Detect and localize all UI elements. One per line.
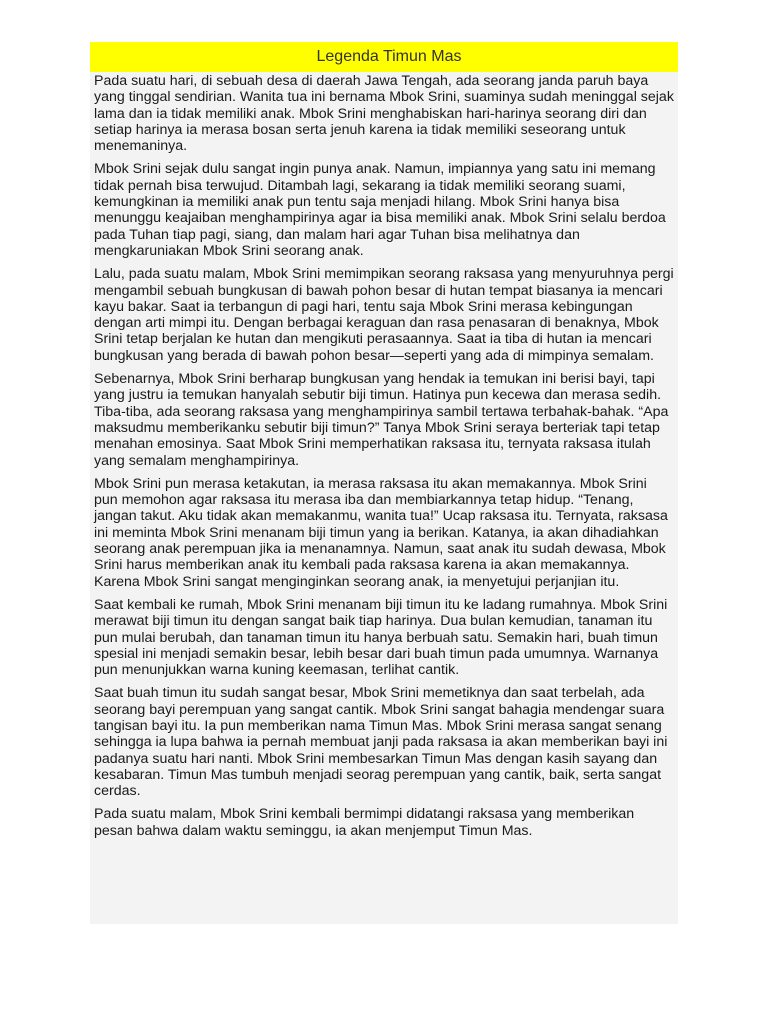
paragraph-5: Mbok Srini pun merasa ketakutan, ia merasa raksasa itu akan memakannya. Mbok Srini pun memohon agar raksasa itu merasa iba dan membiarkannya tetap hidup. “Tenang, jangan takut. Aku tidak akan memakanmu, wanita tua!” Ucap raksasa itu. Ternyata, raksasa ini meminta Mbok Srini menanam biji timun yang ia berikan. Katanya, ia akan dihadiahkan seorang anak perempuan jika ia menanamnya. Namun, saat anak itu sudah dewasa, Mbok Srini harus memberikan anak itu kembali pada raksasa karena ia akan memakannya. Karena Mbok Srini sangat menginginkan seorang anak, ia menyetujui perjanjian itu. [94, 475, 668, 590]
paragraph-2: Mbok Srini sejak dulu sangat ingin punya anak. Namun, impiannya yang satu ini memang tidak pernah bisa terwujud. Ditambah lagi, sekarang ia tidak memiliki seorang suami, kemungkinan ia memiliki anak pun tentu saja menjadi hilang. Mbok Srini hanya bisa menunggu keajaiban menghampirinya agar ia bisa memiliki anak. Mbok Srini selalu berdoa pada Tuhan tiap pagi, siang, dan malam hari agar Tuhan bisa melihatnya dan mengkaruniakan Mbok Srini seorang anak. [94, 161, 666, 259]
paragraph-7: Saat buah timun itu sudah sangat besar, Mbok Srini memetiknya dan saat terbelah, ada seorang bayi perempuan yang sangat cantik. Mbok Srini sangat bahagia mendengar suara tangisan bayi itu. Ia pun memberikan nama Timun Mas. Mbok Srini merasa sangat senang sehingga ia lupa bahwa ia pernah membuat janji pada raksasa ia akan memberikan bayi ini padanya suatu hari nanti. Mbok Srini membesarkan Timun Mas dengan kasih sayang dan kesabaran. Timun Mas tumbuh menjadi seorag perempuan yang cantik, baik, serta sangat cerdas. [94, 685, 668, 800]
paragraph-4: Sebenarnya, Mbok Srini berharap bungkusan yang hendak ia temukan ini berisi bayi, tapi yang justru ia temukan hanyalah sebutir biji timun. Hatinya pun kecewa dan merasa sedih. Tiba-tiba, ada seorang raksasa yang menghampirinya sambil tertawa terbahak-bahak. “Apa maksudmu memberikanku sebutir biji timun?” Tanya Mbok Srini seraya berteriak tapi tetap menahan emosinya. Saat Mbok Srini memperhatikan raksasa itu, ternyata raksasa itulah yang semalam menghampirinya. [94, 371, 669, 469]
paragraph-1: Pada suatu hari, di sebuah desa di daerah Jawa Tengah, ada seorang janda paruh baya yang tinggal sendirian. Wanita tua ini bernama Mbok Srini, suaminya sudah meninggal sejak lama dan ia tidak memiliki anak. Mbok Srini menghabiskan hari-harinya seorang diri dan setiap harinya ia merasa bosan serta jenuh karena ia tidak memiliki seseorang untuk menemaninya. [94, 73, 674, 155]
document-title: Legenda Timun Mas [316, 48, 462, 65]
document-page [90, 42, 678, 924]
paragraph-8: Pada suatu malam, Mbok Srini kembali bermimpi didatangi raksasa yang memberikan pesan bahwa dalam waktu seminggu, ia akan menjemput Timun Mas. [94, 806, 635, 839]
paragraph-3: Lalu, pada suatu malam, Mbok Srini memimpikan seorang raksasa yang menyuruhnya pergi mengambil sebuah bungkusan di bawah pohon besar di hutan tempat biasanya ia mencari kayu bakar. Saat ia terbangun di pagi hari, tentu saja Mbok Srini merasa kebingungan dengan arti mimpi itu. Dengan berbagai keraguan dan rasa penasaran di benaknya, Mbok Srini tetap berjalan ke hutan dan mengikuti perasaannya. Saat ia tiba di hutan ia mencari bungkusan yang berada di bawah pohon besar—seperti yang ada di mimpinya semalam. [94, 266, 674, 364]
paragraph-6: Saat kembali ke rumah, Mbok Srini menanam biji timun itu ke ladang rumahnya. Mbok Srini merawat biji timun itu dengan sangat baik tiap harinya. Dua bulan kemudian, tanaman itu pun mulai berubah, dan tanaman timun itu hanya berbuah satu. Semakin hari, buah timun spesial ini menjadi semakin besar, lebih besar dari buah timun pada umumnya. Warnanya pun menunjukkan warna kuning keemasan, terlihat cantik. [94, 596, 668, 679]
title-bar [90, 42, 678, 72]
document-body [90, 72, 678, 924]
